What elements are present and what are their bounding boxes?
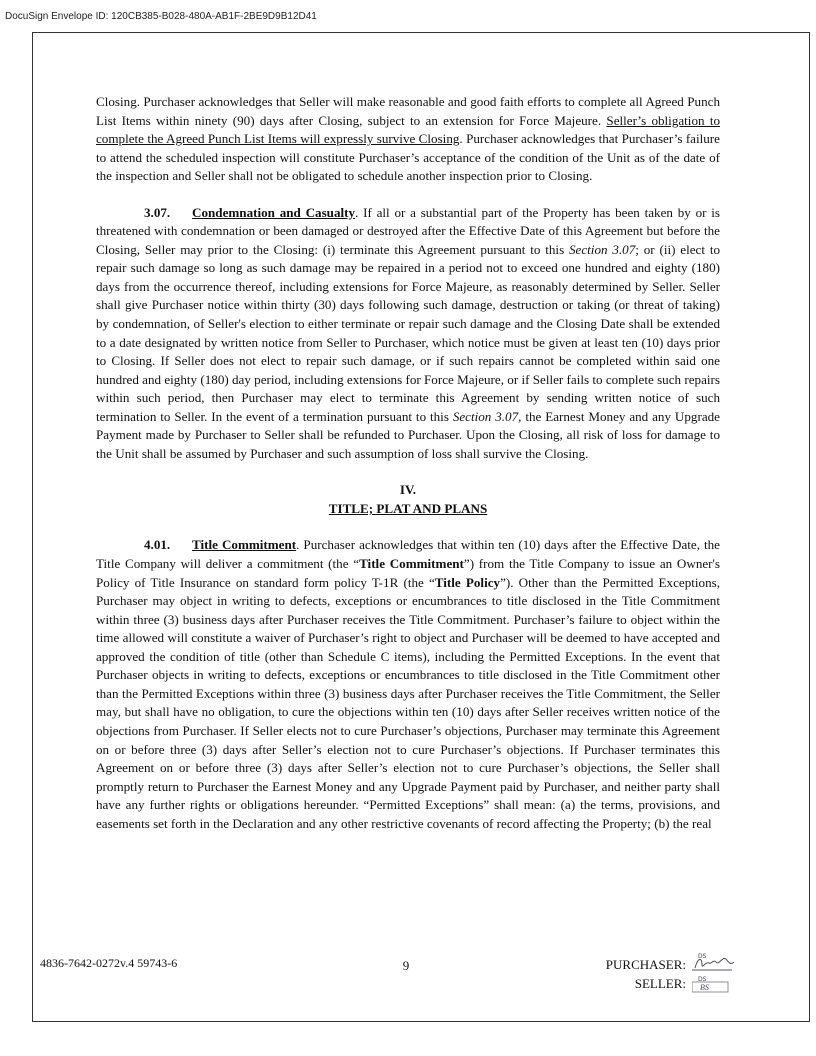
defined-term: Title Commitment [359, 556, 464, 572]
seller-label: SELLER: [634, 976, 686, 991]
envelope-id: DocuSign Envelope ID: 120CB385-B028-480A-AB1F-2BE9D9B12D41 [5, 11, 317, 22]
seller-initials-box-icon [692, 976, 736, 996]
purchaser-initials-row [600, 955, 750, 974]
survival-clause: Seller’s obligation to complete the Agreed Punch List Items will expressly survive Closing [96, 112, 721, 147]
seller-initials-row [600, 974, 750, 993]
section-number: 4.01. [144, 537, 171, 553]
seller-ds-tag: DS [698, 976, 707, 983]
paragraph-punch-list: Closing. Purchaser acknowledges that Seller will make reasonable and good faith efforts to complete all Agreed Punch List Items within ninety (90) days after Closing, subject to an extension for Force Majeure. Seller’s obligation to complete the Agreed Punch List Items will expressly survive Closing. Purchaser acknowledges that Purchaser’s failure to attend the scheduled inspection will constitute Purchaser’s acceptance of the condition of the Unit as of the date of the inspection and Seller shall not be obligated to schedule another inspection prior to Closing. [96, 94, 721, 184]
section-heading: Title Commitment [192, 537, 297, 553]
section-3-07: 3.07. Condemnation and Casualty. If all or a substantial part of the Property has been taken by or is threatened with condemnation or been damaged or destroyed after the Effective Date of this Agreement but before the Closing, Seller may prior to the Closing: (i) terminate this Agreement pursuant to this Section 3.07; or (ii) elect to repair such damage so long as such damage may be repaired in a period not to exceed one hundred and eighty (180) days from the occurrence thereof, including extensions for Force Majeure, as reasonably determined by Seller. Seller shall give Purchaser notice within thirty (30) days following such damage, destruction or taking (or threat of taking) by condemnation, of Seller's election to either terminate or repair such damage and the Closing Date shall be extended to a date designated by written notice from Seller to Purchaser, which notice must be given at least ten (10) days prior to Closing. If Seller does not elect to repair such damage, or if such repairs cannot be completed within said one hundred and eighty (180) day period, including extensions for Force Majeure, or if Seller fails to complete such repairs within such period, then Purchaser may elect to terminate this Agreement by sending written notice of such termination to Seller. In the event of a termination pursuant to this Section 3.07, the Earnest Money and any Upgrade Payment made by Purchaser to Seller shall be refunded to Purchaser. Upon the Closing, all risk of loss for damage to the Unit shall be assumed by Purchaser and such assumption of loss shall survive the Closing. [96, 204, 721, 461]
purchaser-signature-icon [692, 953, 736, 973]
purchaser-label: PURCHASER: [605, 957, 686, 972]
purchaser-ds-tag: DS [698, 953, 707, 960]
document-number: 4836-7642-0272v.4 59743-6 [40, 956, 178, 970]
initials-block [600, 955, 750, 993]
section-heading: Condemnation and Casualty [192, 204, 356, 220]
defined-term: Title Policy [434, 574, 501, 590]
article-heading [96, 481, 720, 518]
page-number: 9 [402, 958, 410, 973]
document-body [96, 93, 720, 833]
seller-initials: BS [700, 983, 709, 992]
section-reference: Section 3.07 [452, 408, 519, 424]
section-4-01: 4.01. Title Commitment. Purchaser acknowledges that within ten (10) days after the Effective Date, the Title Company will deliver a commitment (the “Title Commitment”) from the Title Company to issue an Owner's Policy of Title Insurance on standard form policy T-1R (the “Title Policy”). Other than the Permitted Exceptions, Purchaser may object in writing to defects, exceptions or encumbrances to title disclosed in the Title Commitment within three (3) business days after Purchaser receives the Title Commitment. Purchaser’s failure to object within the time allowed will constitute a waiver of Purchaser’s right to object and Purchaser will be deemed to have accepted and approved the condition of title (other than Schedule C items), including the Permitted Exceptions. In the event that Purchaser objects in writing to defects, exceptions or encumbrances to title disclosed in the Title Commitment other than the Permitted Exceptions within three (3) business days after Purchaser receives the Title Commitment, the Seller may, but shall have no obligation, to cure the objections within ten (10) days after Seller receives written notice of the objections from Purchaser. If Seller elects not to cure Purchaser’s objections, Purchaser may terminate this Agreement on or before three (3) days after Seller’s election not to cure Purchaser’s objections. If Purchaser terminates this Agreement on or before three (3) days after Seller’s election not to cure Purchaser’s objections, the Seller shall promptly return to Purchaser the Earnest Money and any Upgrade Payment paid by Purchaser, and neither party shall have any further rights or obligations hereunder. “Permitted Exceptions” shall mean: (a) the terms, provisions, and easements set forth in the Declaration and any other restrictive covenants of record affecting the Property; (b) the real [96, 537, 720, 831]
section-number: 3.07. [144, 204, 171, 220]
article-title: TITLE; PLAT AND PLANS [328, 500, 488, 516]
section-reference: Section 3.07 [569, 241, 636, 257]
article-numeral: IV. [399, 482, 417, 498]
